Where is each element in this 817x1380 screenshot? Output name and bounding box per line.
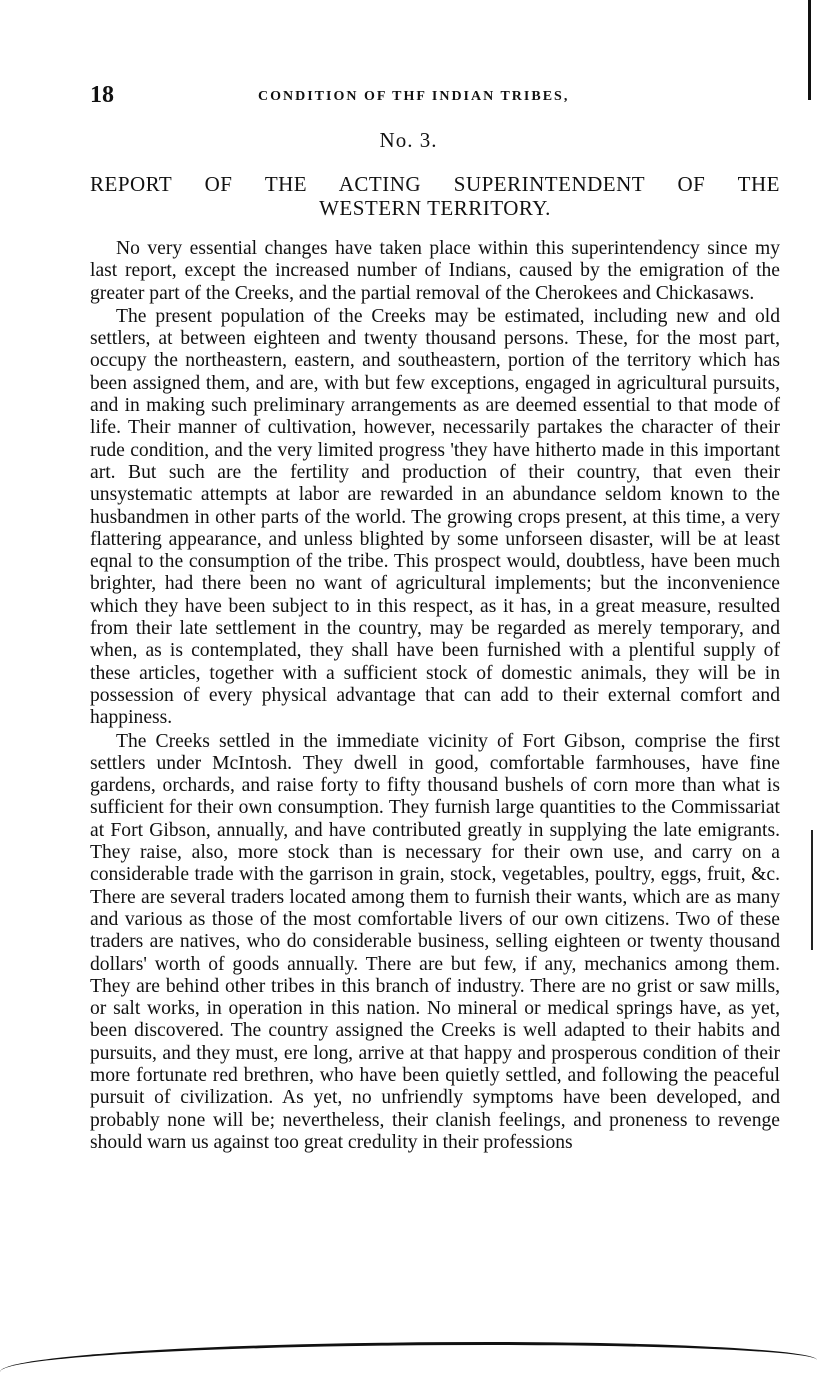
page-header [90,82,780,112]
report-title-line-1: REPORT OF THE ACTING SUPERINTENDENT OF THE [90,172,780,196]
scan-border-right-lower [811,830,813,950]
scan-border-right [808,0,811,100]
paragraph: No very essential changes have taken place within this superintendency since my last report, except the increased number of Indians, caused by the emigration of the greater part of the Creeks, and the partial removal of the Cherokees and Chickasaws. [90,238,780,304]
paragraph: The Creeks settled in the immediate vicinity of Fort Gibson, comprise the first settlers under McIntosh. They dwell in good, comfortable farmhouses, have fine gardens, orchards, and raise forty to fifty thousand bushels of corn more than what is sufficient for their own consumption. They furnish large quantities to the Commissariat at Fort Gibson, annually, and have contributed greatly in supplying the late emigrants. They raise, also, more stock than is necessary for their own use, and carry on a considerable trade with the garrison in grain, stock, vegetables, poultry, eggs, fruit, &c. There are several traders located among them to furnish their wants, which are as many and various as those of the most comfortable livers of our own citizens. Two of these traders are natives, who do considerable business, selling eighteen or twenty thousand dollars' worth of goods annually. There are but few, if any, mechanics among them. They are behind other tribes in this branch of industry. There are no grist or saw mills, or salt works, in operation in this nation. No mineral or medical springs have, as yet, been discovered. The country assigned the Creeks is well adapted to their habits and pursuits, and they must, ere long, arrive at that happy and prosperous condition of their more fortunate red brethren, who have been quietly settled, and following the peaceful pursuit of civilization. As yet, no unfriendly symptoms have been developed, and probably none will be; nevertheless, their clanish feelings, and proneness to revenge should warn us against too great credulity in their professions [90,730,780,1153]
report-title [90,172,780,220]
report-title-line-2: WESTERN TERRITORY. [319,196,551,220]
paragraph: The present population of the Creeks may be estimated, including new and old settlers, at between eighteen and twenty thousand persons. These, for the most part, occupy the northeastern, eastern, and southeastern, portion of the territory which has been assigned them, and are, with but few exceptions, engaged in agricultural pursuits, and in making such preliminary arrangements as are deemed essential to that mode of life. Their manner of cultivation, however, necessarily partakes the character of their rude condition, and the very limited progress 'they have hitherto made in this important art. But such are the fertility and production of their country, that even their unsystematic attempts at labor are rewarded in an abundance seldom known to the husbandmen in other parts of the world. The growing crops present, at this time, a very flattering appearance, and unless blighted by some unforseen disaster, will be at least eqnal to the consumption of the tribe. This prospect would, doubtless, have been much brighter, had there been no want of agricultural implements; but the inconvenience which they have been subject to in this respect, as it has, in a great measure, resulted from their late settlement in the country, may be regarded as merely temporary, and when, as is contemplated, they shall have been furnished with a plentiful supply of these articles, together with a sufficient stock of domestic animals, they will be in possession of every physical advantage that can add to their external comfort and happiness. [90,305,780,729]
running-head: CONDITION OF THF INDIAN TRIBES, [258,89,570,104]
report-body [90,238,780,1155]
document-number: No. 3. [379,128,438,152]
scan-border-bottom [0,1342,817,1380]
page-number: 18 [90,82,114,108]
